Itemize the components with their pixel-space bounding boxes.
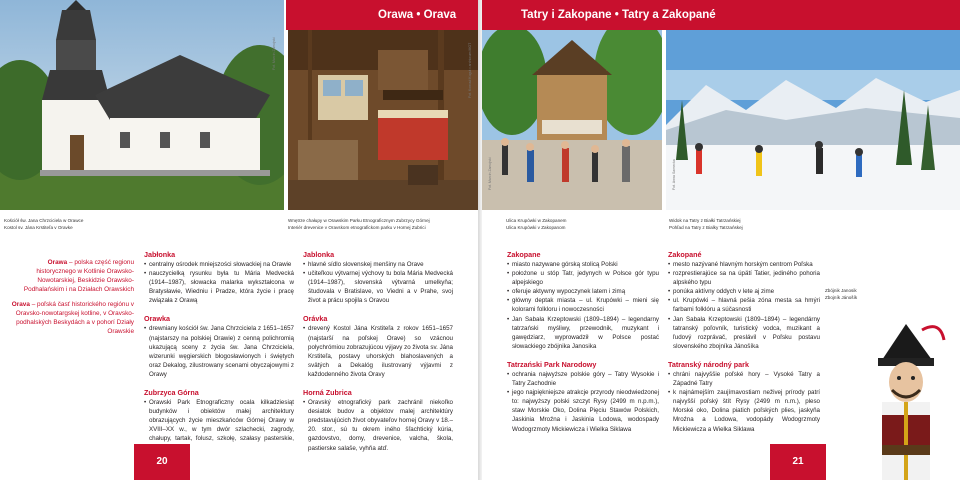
- intro-sk-bold: Orava: [11, 301, 30, 308]
- section-gap: [303, 305, 453, 314]
- bullet-item: • k najnámejším zaujímavostiam neživej prírody patrí najvyšší poľský štít Rysy (2499 m n.m.), pleso Morské oko, Dolina piatich poľských plies, jaskyňa Mroźna a Lodowa, vodopády Wodogrzmoty Mickiewicza a Wielka Siklawa: [668, 388, 820, 433]
- ski-caption: [669, 218, 743, 231]
- bullet-item: • oferuje aktywny wypoczynek latem i zimą: [507, 287, 659, 296]
- figure-caption: [825, 288, 857, 301]
- section-gap: [507, 351, 659, 360]
- section-heading: Zakopane: [507, 250, 541, 259]
- column-slovak-zakopane: [668, 250, 820, 434]
- bullet-list: [303, 260, 453, 305]
- section-heading: Zakopané: [668, 250, 702, 259]
- church-photo: [0, 0, 284, 210]
- bullet-item: • mesto nazývané hlavným horským centrom Poľska: [668, 260, 820, 269]
- right-page: [482, 0, 960, 480]
- intro-pl: [10, 258, 134, 294]
- street-photo-credit: Fot. Marcin Zamojski: [488, 157, 492, 190]
- street-caption: [506, 218, 567, 231]
- ski-caption-pl: Widok na Tatry z Białki Tatrzańskiej: [669, 218, 741, 223]
- janosik-figure: [852, 320, 960, 480]
- bullet-item: • ul. Krupówki – hlavná pešia zóna mesta sa hmýri farbami folklóru a súčasnosti: [668, 296, 820, 314]
- section-heading: Tatrzański Park Narodowy: [507, 359, 597, 369]
- bullet-item: • położone u stóp Tatr, jedynych w Polsce gór typu alpejskiego: [507, 269, 659, 287]
- interior-caption: [288, 218, 476, 231]
- bullet-list: [507, 370, 659, 434]
- intro-pl-text: – polska część regionu historycznego w Kotlinie Orawsko-Nowotarskiej, Beskidzie Orawsko-Podhalańskim i na Działach Orawskich: [23, 259, 134, 293]
- bullet-item: • rozprestierajúce sa na úpätí Tatier, jediného pohoria alpského typu: [668, 269, 820, 287]
- intro-sk: [10, 300, 134, 336]
- bullet-item: • ponúka aktívny oddych v lete aj zime: [668, 287, 820, 296]
- intro-text: [10, 258, 134, 336]
- bullet-item: • drewniany kościół św. Jana Chrzciciela z 1651–1657 (najstarszy na polskiej Orawie) z cenną polichromią ukazującą sceny z życia św. Jana Chrzciciela, wizerunki węgierskich błogosławionych i świętych oraz Dekalog, zilustrowany scenami obyczajowymi z Orawy: [144, 324, 294, 379]
- bullet-item: • Oravský etnografický park zachránil niekoľko desiatok budov a objektov malej architektúry predstavujúcich život obyvateľov hornej Oravy v 18.–20. stor., sú tu okrem iného šľachtický kúria, gazdovstvo, domy, drevenice, valcha, škola, pastierske salaše, vyhňa atď.: [303, 398, 453, 453]
- column-slovak-orava: [303, 250, 453, 453]
- ski-caption-sk: Pohľad na Tatry z Bialky Tatrzańskej: [669, 224, 743, 230]
- bullet-item: • Jan Sabała Krzeptowski (1809–1894) – legendárny tatranský poľovník, turistický vodca, muzikant a ľudový rozprávač, preslávil v Poľsku postavu slovenského zbojníka Jánošíka: [668, 315, 820, 351]
- bullet-list: [668, 370, 820, 434]
- section-heading: Orávka: [303, 314, 328, 324]
- street-caption-sk: Ulica Krupówki v Zakopanom: [506, 224, 566, 230]
- page-number-right: 21: [770, 444, 826, 480]
- bullet-item: • centralny ośrodek mniejszości słowackiej na Orawie: [144, 260, 294, 269]
- section-gap: [144, 305, 294, 314]
- street-photo: [482, 30, 662, 210]
- ski-photo-credit: Fot. Anna Sarnecka: [672, 159, 676, 190]
- section-gap: [144, 379, 294, 388]
- header-bar-right: [482, 0, 960, 30]
- section-heading: Jabłonka: [144, 250, 176, 259]
- bullet-list: [303, 324, 453, 379]
- bullet-item: • hlavné sídlo slovenskej menšiny na Orave: [303, 260, 453, 269]
- section-heading: Horná Zubrica: [303, 388, 352, 398]
- church-caption: [4, 218, 83, 231]
- bullet-item: • główny deptak miasta – ul. Krupówki – mieni się kolorami folkloru i nowoczesności: [507, 296, 659, 314]
- section-gap: [668, 351, 820, 360]
- interior-photo: [288, 30, 478, 210]
- bullet-item: • miasto nazywane górską stolicą Polski: [507, 260, 659, 269]
- bullet-item: • drevený Kostol Jána Krstiteľa z rokov 1651–1657 (najstarší na poľskej Orave) so vzácnou polychrómiou zobrazujúcou výjavy zo života sv. Jána Krstiteľa, postavy uhorských blahoslavených a svätých a Dekalóg ilustrovaný výjavmi z každodenného života Oravy: [303, 324, 453, 379]
- figure-caption-sk: Zbojník Jánošík: [825, 294, 858, 300]
- street-caption-pl: Ulica Krupówki w Zakopanem: [506, 218, 567, 223]
- section-heading: Tatranský národný park: [668, 359, 749, 369]
- interior-photo-credit: Fot. Konrad Kogut • archiwum MOT: [468, 42, 472, 98]
- figure-caption-pl: Zbójnik Janosik: [825, 288, 857, 293]
- bullet-item: • chráni najvyššie poľské hory – Vysoké Tatry a Západné Tatry: [668, 370, 820, 388]
- section-heading: Orawka: [144, 314, 170, 324]
- page-number-left: 20: [134, 444, 190, 480]
- church-caption-sk: Kostol sv. Jána Krstiteľa v Oravke: [4, 224, 73, 230]
- bullet-list: [144, 324, 294, 379]
- bullet-list: [507, 260, 659, 351]
- ski-photo: [666, 30, 960, 210]
- bullet-item: • Orawski Park Etnograficzny ocala kilkadziesiąt budynków i obiektów małej architektury obrazujących życie mieszkańców Górnej Orawy w XVIII–XX w., w tym dwór szlachecki, zagrody, chałupy, tartak, folusz, szkołę, szałasy pasterskie,: [144, 398, 294, 453]
- bullet-list: [668, 260, 820, 351]
- church-caption-pl: Kościół św. Jana Chrzciciela w Orawce: [4, 218, 84, 223]
- bullet-list: [303, 398, 453, 453]
- interior-caption-pl: Wnętrze chałupy w Orawskim Parku Etnograficznym Zubrzycy Górnej: [288, 218, 430, 223]
- left-page: [0, 0, 478, 480]
- section-heading: Jablonka: [303, 250, 335, 259]
- bullet-item: • ochrania najwyższe polskie góry – Tatry Wysokie i Tatry Zachodnie: [507, 370, 659, 388]
- intro-sk-text: – poľská časť historického regiónu v Oravsko-nowotargskej kotline, v Oravsko-podhalských Beskydách a v pohorí Działy Orawskie: [15, 301, 134, 335]
- header-title-left: Orawa • Orava: [378, 9, 457, 21]
- bullet-item: • Jan Sabała Krzeptowski (1809–1894) – legendarny tatrzański myśliwy, przewodnik, muzykant i gawędziarz, wyprowadził w Polsce postać słowackiego zbójnika Janosika: [507, 315, 659, 351]
- bullet-item: • jego najpiękniejsze atrakcje przyrody nieodwiedzonej to: najwyższy polski szczyt Rysy (2499 m n.p.m.), staw Morskie Oko, Dolina Pięciu Stawów Polskich, Jaskinia Mroźna i Jaskinia Lodowa, wodospady Wodogrzmoty Mickiewicza i Wielka Siklawa: [507, 388, 659, 433]
- column-polish-zakopane: [507, 250, 659, 434]
- interior-caption-sk: Interiér drevenice v Oravskom etnografickom parku v Hornej Zubrici: [288, 224, 426, 230]
- church-photo-credit: Fot. Marcin Zamojski: [272, 37, 276, 70]
- bullet-item: • učiteľkou výtvarnej výchovy tu bola Mária Medvecká (1914–1987), slovenská výtvarná umelkyňa; študovala v Bratislave, vo Viedni a v Prahe, svoj život a prácu spojila s Oravou: [303, 269, 453, 305]
- section-heading: Zubrzyca Górna: [144, 388, 199, 398]
- header-title-right: Tatry i Zakopane • Tatry a Zakopané: [521, 9, 716, 21]
- bullet-list: [144, 260, 294, 305]
- bullet-item: • nauczycielką rysunku była tu Mária Medvecká (1914–1987), słowacka malarka wykształcona w Bratysławie, Wiedniu i Pradze, która życie i pracę związała z Orawą: [144, 269, 294, 305]
- intro-pl-bold: Orawa: [47, 259, 68, 266]
- header-bar-left: [286, 0, 478, 30]
- section-gap: [303, 379, 453, 388]
- column-polish-orawa: [144, 250, 294, 453]
